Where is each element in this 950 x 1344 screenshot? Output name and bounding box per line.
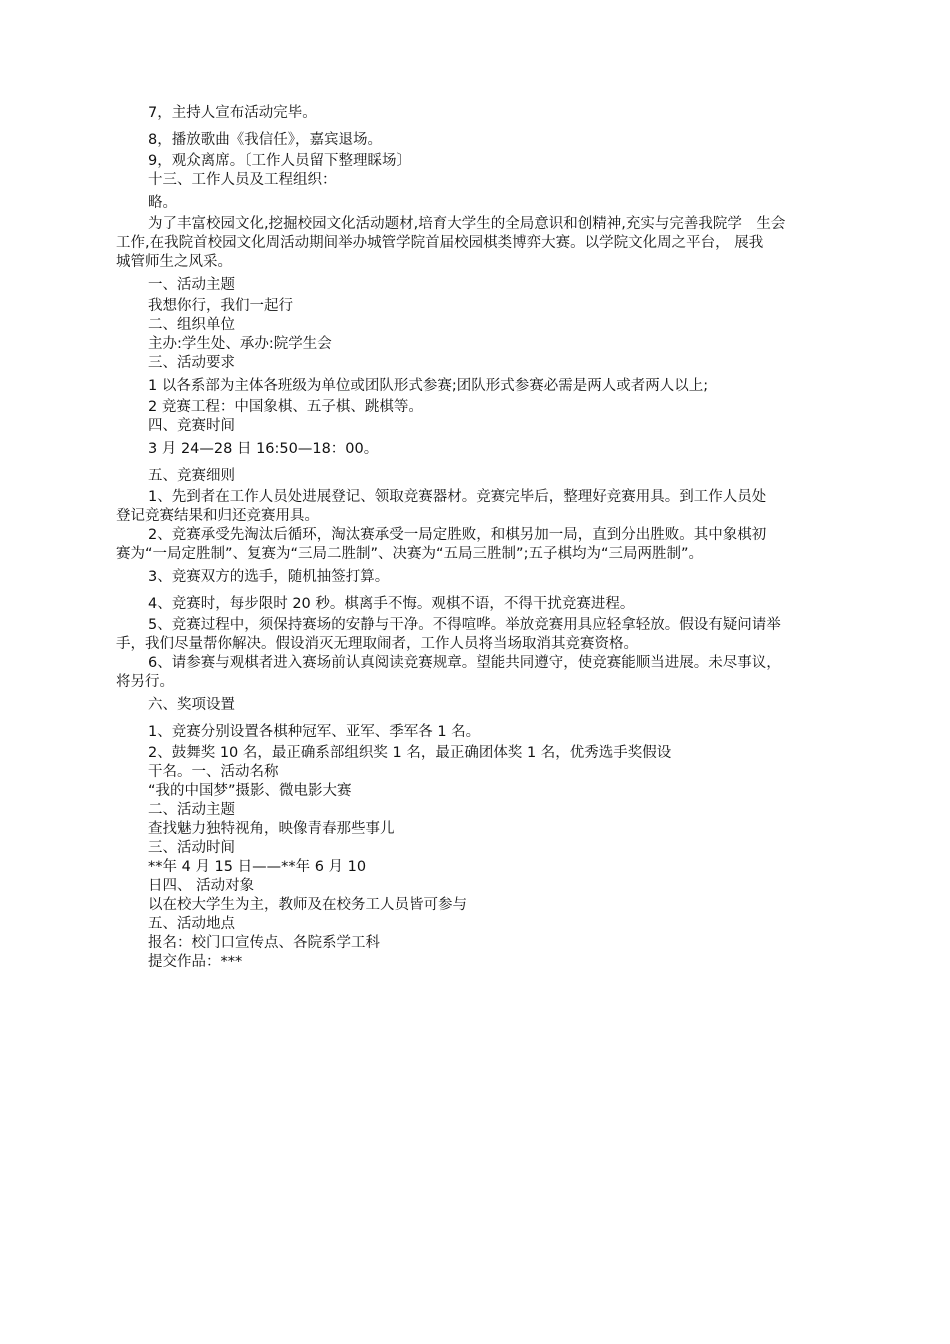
text-line: “我的中国梦”摄影、微电影大赛 — [148, 783, 352, 799]
text-line: 3 月 24—28 日 16:50—18：00。 — [148, 441, 379, 457]
text-line: 8，播放歌曲《我信任》，嘉宾退场。 — [148, 132, 382, 148]
text-line: 9，观众离席。〔工作人员留下整理睬场〕 — [148, 153, 411, 169]
text-line: 提交作品：*** — [148, 954, 243, 970]
text-line: 1、竞赛分别设置各棋种冠军、亚军、季军各 1 名。 — [148, 724, 481, 740]
paragraph-line: 1、先到者在工作人员处进展登记、领取竞赛器材。竞赛完毕后，整理好竞赛用具。到工作人员处 — [148, 489, 767, 505]
paragraph-line: 2、竞赛承受先淘汰后循环，淘汰赛承受一局定胜败，和棋另加一局，直到分出胜败。其中象棋初 — [148, 527, 767, 543]
section-heading: 一、活动主题 — [148, 277, 235, 293]
text-line: 干名。一、活动名称 — [148, 764, 279, 780]
paragraph-line: 为了丰富校园文化,挖掘校园文化活动题材,培育大学生的全局意识和创精神,充实与完善我院学 生会 — [148, 216, 786, 232]
text-line: 2、鼓舞奖 10 名，最正确系部组织奖 1 名，最正确团体奖 1 名，优秀选手奖假设 — [148, 745, 672, 761]
paragraph-line: 城管师生之风采。 — [116, 254, 232, 270]
text-line: 我想你行，我们一起行 — [148, 298, 293, 314]
text-line: 3、竞赛双方的选手，随机抽签打算。 — [148, 569, 390, 585]
text-line: 查找魅力独特视角，映像青春那些事儿 — [148, 821, 395, 837]
section-heading: 五、竞赛细则 — [148, 468, 235, 484]
paragraph-line: 5、竞赛过程中，须保持赛场的安静与干净。不得喧哗。举放竞赛用具应轻拿轻放。假设有疑问请举 — [148, 617, 781, 633]
paragraph-line: 6、请参赛与观棋者进入赛场前认真阅读竞赛规章。望能共同遵守，使竞赛能顺当进展。未尽事议， — [148, 655, 781, 671]
section-heading: 三、活动要求 — [148, 355, 235, 371]
section-heading: 二、组织单位 — [148, 317, 235, 333]
section-heading: 六、奖项设置 — [148, 697, 235, 713]
paragraph-line: 登记竞赛结果和归还竞赛用具。 — [116, 508, 319, 524]
section-heading: 四、竞赛时间 — [148, 418, 235, 434]
paragraph-line: 手，我们尽量帮你解决。假设消灭无理取闹者，工作人员将当场取消其竞赛资格。 — [116, 636, 638, 652]
paragraph-line: 将另行。 — [116, 674, 174, 690]
paragraph-line: 工作,在我院首校园文化周活动期间举办城管学院首届校园棋类博弈大赛。以学院文化周之平台， 展我 — [116, 235, 764, 251]
text-line: 日四、 活动对象 — [148, 878, 255, 894]
text-line: 略。 — [148, 195, 177, 211]
text-line: 2 竞赛工程：中国象棋、五子棋、跳棋等。 — [148, 399, 423, 415]
section-heading: 二、活动主题 — [148, 802, 235, 818]
section-heading: 五、活动地点 — [148, 916, 235, 932]
section-heading: 十三、工作人员及工程组织： — [148, 172, 337, 188]
text-line: **年 4 月 15 日——**年 6 月 10 — [148, 859, 367, 875]
text-line: 以在校大学生为主，教师及在校务工人员皆可参与 — [148, 897, 467, 913]
paragraph-line: 赛为“一局定胜制”、复赛为“三局二胜制”、决赛为“五局三胜制”;五子棋均为“三局两胜制”。 — [116, 546, 703, 562]
section-heading: 三、活动时间 — [148, 840, 235, 856]
text-line: 7，主持人宣布活动完毕。 — [148, 105, 317, 121]
text-line: 4、竞赛时，每步限时 20 秒。棋离手不悔。观棋不语，不得干扰竞赛进程。 — [148, 596, 635, 612]
text-line: 报名：校门口宣传点、各院系学工科 — [148, 935, 380, 951]
text-line: 主办:学生处、承办:院学生会 — [148, 336, 332, 352]
text-line: 1 以各系部为主体各班级为单位或团队形式参赛;团队形式参赛必需是两人或者两人以上; — [148, 378, 709, 394]
